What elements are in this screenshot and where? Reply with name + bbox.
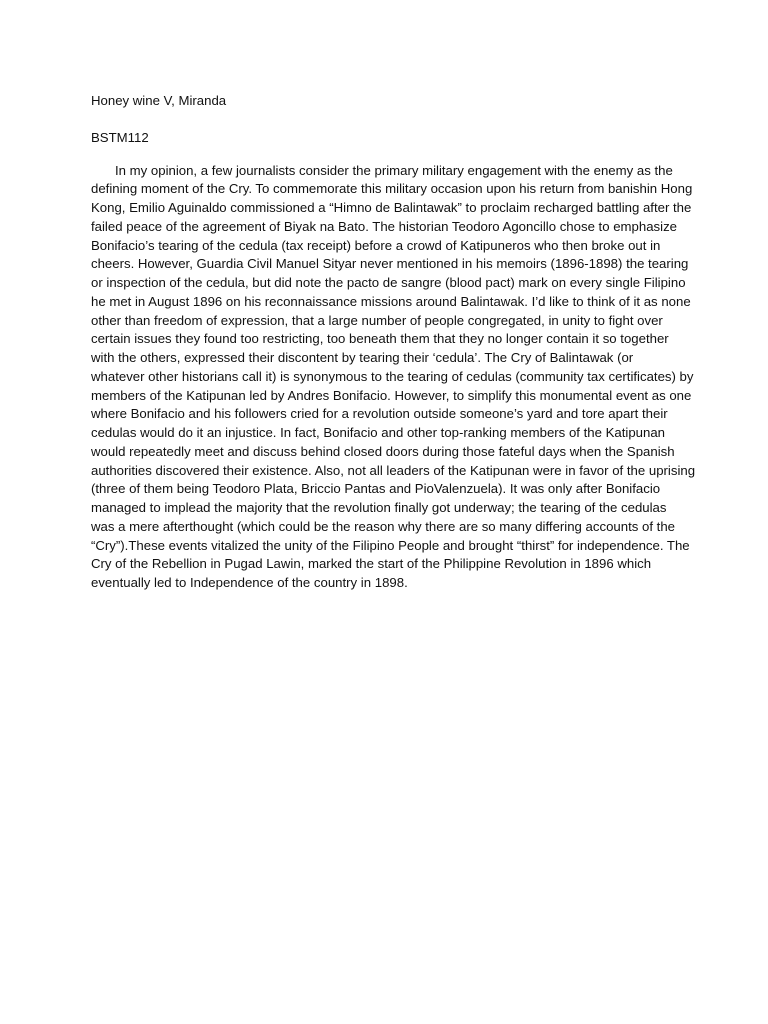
paragraph-line: Kong, Emilio Aguinaldo commissioned a “Himno de Balintawak” to proclaim recharged battling after the: [91, 200, 692, 215]
paragraph-line: would repeatedly meet and discuss behind closed doors during those fateful days when the Spanish: [91, 443, 675, 459]
paragraph-line: In my opinion, a few journalists consider the primary military engagement with the enemy as the: [115, 162, 673, 178]
paragraph-line: cedulas would do it an injustice. In fact, Bonifacio and other top-ranking members of the Katipunan: [91, 425, 665, 440]
paragraph-line: with the others, expressed their discontent by tearing their ‘cedula’. The Cry of Balintawak (or: [91, 350, 634, 365]
document-content: [91, 92, 696, 593]
paragraph-line: eventually led to Independence of the country in 1898.: [91, 575, 408, 590]
paragraph-line: other than freedom of expression, that a large number of people congregated, in unity to fight over: [91, 312, 663, 328]
essay-paragraph: [91, 162, 696, 593]
paragraph-line: whatever other historians call it) is synonymous to the tearing of cedulas (community tax certificates) by: [91, 368, 694, 384]
paragraph-line: members of the Katipunan led by Andres Bonifacio. However, to simplify this monumental event as one: [91, 387, 692, 403]
author-name: Honey wine V, Miranda: [91, 93, 227, 108]
paragraph-line: cheers. However, Guardia Civil Manuel Sityar never mentioned in his memoirs (1896-1898) the tearing: [91, 256, 689, 272]
paragraph-line: “Cry”).These events vitalized the unity of the Filipino People and brought “thirst” for independence. The: [91, 537, 690, 553]
paragraph-line: (three of them being Teodoro Plata, Briccio Pantas and PioValenzuela). It was only after Bonifacio: [91, 481, 661, 497]
paragraph-line: or inspection of the cedula, but did note the pacto de sangre (blood pact) mark on every single Filipino: [91, 275, 686, 290]
paragraph-line: where Bonifacio and his followers cried for a revolution outside someone’s yard and tore apart their: [91, 406, 668, 422]
paragraph-line: Bonifacio’s tearing of the cedula (tax receipt) before a crowd of Katipuneros who then broke out in: [91, 237, 661, 253]
paragraph-line: he met in August 1896 on his reconnaissance missions around Balintawak. I’d like to think of it as none: [91, 293, 691, 309]
paragraph-line: authorities discovered their existence. Also, not all leaders of the Katipunan were in favor of the uprising: [91, 462, 696, 478]
paragraph-line: managed to implead the majority that the revolution finally got underway; the tearing of the cedulas: [91, 500, 667, 515]
paragraph-line: defining moment of the Cry. To commemorate this military occasion upon his return from banishin Hong: [91, 181, 693, 197]
paragraph-line: failed peace of the agreement of Biyak na Bato. The historian Teodoro Agoncillo chose to emphasize: [91, 218, 677, 234]
paragraph-line: was a mere afterthought (which could be the reason why there are so many differing accounts of the: [91, 518, 675, 534]
paragraph-line: Cry of the Rebellion in Pugad Lawin, marked the start of the Philippine Revolution in 1896 which: [91, 556, 652, 572]
course-code: BSTM112: [91, 129, 149, 145]
paragraph-line: certain issues they found too restricting, too beneath them that they no longer contain it so together: [91, 331, 669, 347]
